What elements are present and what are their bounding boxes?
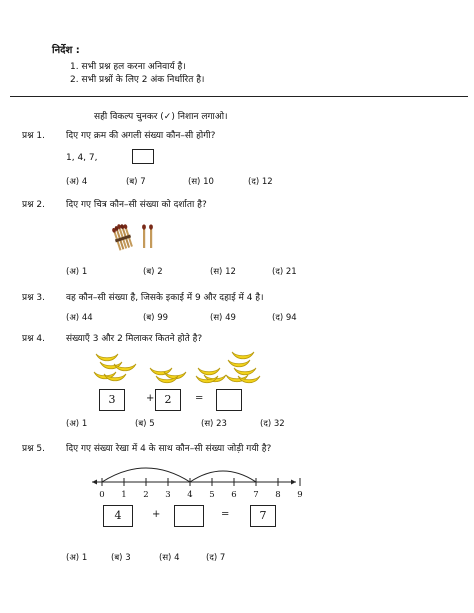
number-line-label: 0 <box>99 490 105 500</box>
number-line-label: 6 <box>231 490 237 500</box>
q1-option-d[interactable]: (द) 12 <box>248 177 273 187</box>
banana-group-3 <box>94 354 136 381</box>
matchsticks-picture <box>112 222 158 250</box>
question-3-text: वह कौन–सी संख्या है, जिसके इकाई में 9 और दहाई में 4 है। <box>66 293 264 303</box>
question-1-sequence: 1, 4, 7, <box>66 153 98 163</box>
single-matchstick-1 <box>142 224 146 248</box>
q4-answer-box[interactable] <box>216 389 242 411</box>
q2-option-b[interactable]: (ब) 2 <box>143 267 163 277</box>
q5-option-d[interactable]: (द) 7 <box>206 553 226 563</box>
q3-option-a[interactable]: (अ) 44 <box>66 313 93 323</box>
number-line <box>90 458 303 500</box>
banana-group-6 <box>196 352 260 383</box>
question-2-label: प्रश्न 2. <box>22 200 45 210</box>
q5-equals-sign: = <box>221 509 230 520</box>
banana-group-2 <box>150 368 186 383</box>
q4-equals-sign: = <box>195 393 204 404</box>
number-line-label: 3 <box>165 490 171 500</box>
q4-option-a[interactable]: (अ) 1 <box>66 419 88 429</box>
number-line-label: 5 <box>209 490 215 500</box>
question-1-answer-box[interactable] <box>132 149 154 164</box>
q1-option-a[interactable]: (अ) 4 <box>66 177 88 187</box>
question-4-text: संख्याएँ 3 और 2 मिलाकर कितने होते है? <box>66 334 203 344</box>
question-5-text: दिए गए संख्या रेखा में 4 के साथ कौन–सी संख्या जोड़ी गयी है? <box>66 444 272 454</box>
question-3-label: प्रश्न 3. <box>22 293 45 303</box>
q5-plus-sign: + <box>152 509 161 520</box>
instructions-heading: निर्देश : <box>52 45 80 56</box>
q1-option-c[interactable]: (स) 10 <box>188 177 214 187</box>
q4-box-b: 2 <box>155 389 181 411</box>
q4-option-c[interactable]: (स) 23 <box>201 419 227 429</box>
bananas-picture <box>92 348 272 388</box>
q2-option-d[interactable]: (द) 21 <box>272 267 297 277</box>
number-line-label: 1 <box>121 490 127 500</box>
q5-box-a: 4 <box>103 505 133 527</box>
q4-box-a: 3 <box>99 389 125 411</box>
question-2-text: दिए गए चित्र कौन–सी संख्या को दर्शाता है? <box>66 200 207 210</box>
question-4-label: प्रश्न 4. <box>22 334 45 344</box>
q4-plus-sign: + <box>146 393 155 404</box>
instruction-item-2: 2. सभी प्रश्नों के लिए 2 अंक निर्धारित है। <box>70 75 205 85</box>
q4-option-d[interactable]: (द) 32 <box>260 419 285 429</box>
q5-option-a[interactable]: (अ) 1 <box>66 553 88 563</box>
q3-option-d[interactable]: (द) 94 <box>272 313 297 323</box>
q4-option-b[interactable]: (ब) 5 <box>135 419 155 429</box>
number-line-left-arrow <box>92 480 97 485</box>
jump-arc-3 <box>190 471 256 482</box>
number-line-label: 8 <box>275 490 281 500</box>
number-line-label: 2 <box>143 490 149 500</box>
number-line-label: 4 <box>187 490 193 500</box>
question-5-label: प्रश्न 5. <box>22 444 45 454</box>
instruction-item-1: 1. सभी प्रश्न हल करना अनिवार्य है। <box>70 62 186 72</box>
question-1-label: प्रश्न 1. <box>22 131 45 141</box>
q2-option-c[interactable]: (स) 12 <box>210 267 236 277</box>
q1-option-b[interactable]: (ब) 7 <box>126 177 146 187</box>
directive-text: सही विकल्प चुनकर (✓) निशान लगाओ। <box>94 112 228 122</box>
q3-option-c[interactable]: (स) 49 <box>210 313 236 323</box>
q5-result-box: 7 <box>250 505 276 527</box>
question-1-text: दिए गए क्रम की अगली संख्या कौन–सी होगी? <box>66 131 216 141</box>
q3-option-b[interactable]: (ब) 99 <box>143 313 169 323</box>
single-matchstick-2 <box>149 224 153 248</box>
q5-option-b[interactable]: (ब) 3 <box>111 553 131 563</box>
q5-answer-box[interactable] <box>174 505 204 527</box>
q5-option-c[interactable]: (स) 4 <box>159 553 180 563</box>
number-line-right-arrow <box>291 480 296 485</box>
number-line-label: 7 <box>253 490 259 500</box>
number-line-label: 9 <box>297 490 303 500</box>
section-divider <box>10 96 468 97</box>
q2-option-a[interactable]: (अ) 1 <box>66 267 88 277</box>
matchstick-bundle <box>111 222 134 251</box>
